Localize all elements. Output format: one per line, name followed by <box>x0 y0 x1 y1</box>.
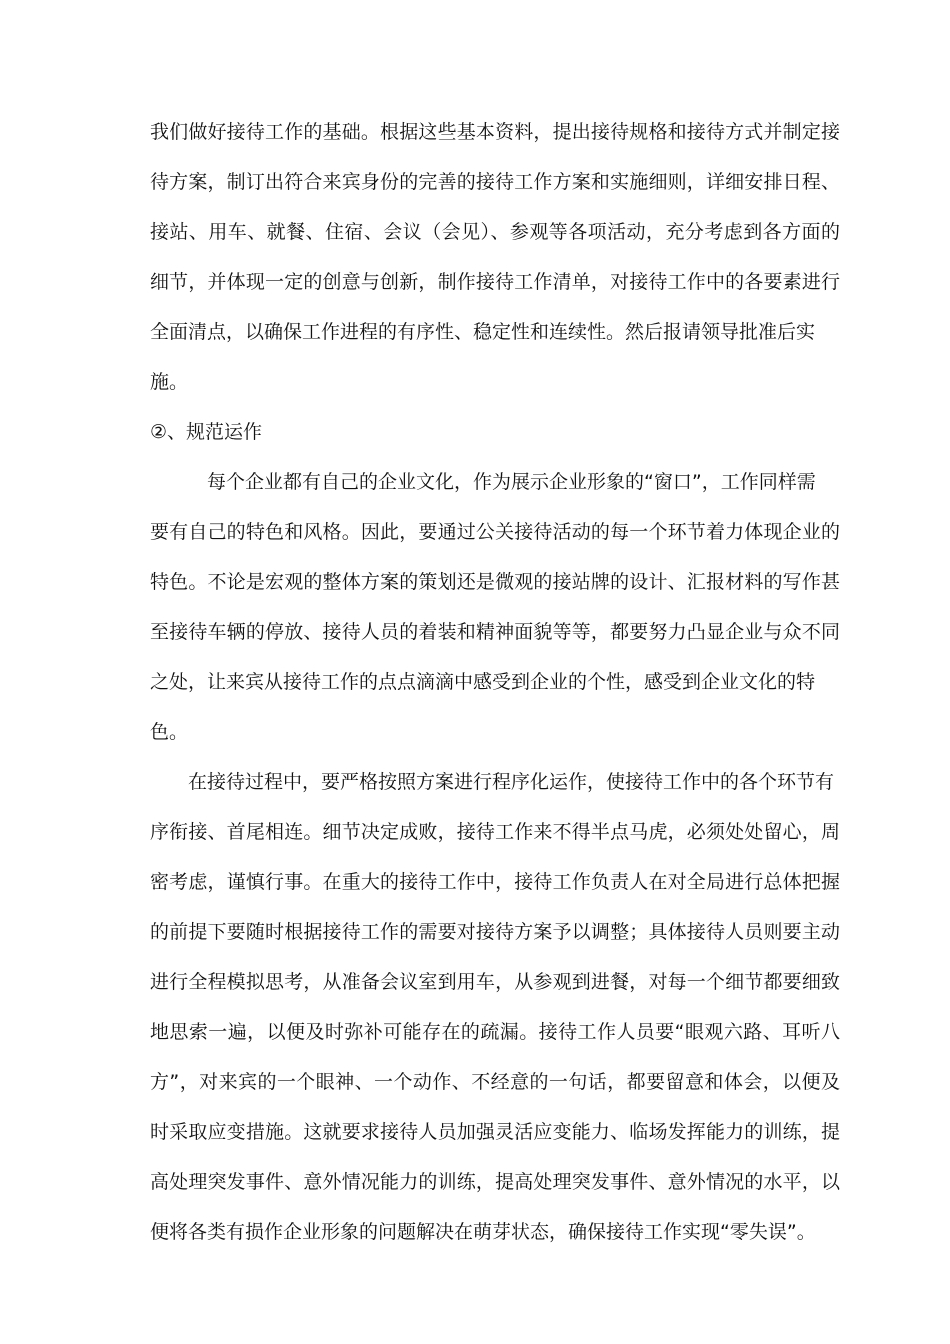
text-line: 细节，并体现一定的创意与创新，制作接待工作清单，对接待工作中的各要素进行 <box>150 271 840 293</box>
document-page <box>150 107 840 1257</box>
text-line: 我们做好接待工作的基础。根据这些基本资料，提出接待规格和接待方式并制定接 <box>150 121 840 143</box>
text-line: 进行全程模拟思考，从准备会议室到用车，从参观到进餐，对每一个细节都要细致 <box>150 971 840 993</box>
paragraph-1 <box>150 107 840 407</box>
text-line: 全面清点，以确保工作进程的有序性、稳定性和连续性。然后报请领导批准后实 <box>150 321 816 343</box>
text-line: 接站、用车、就餐、住宿、会议（会见）、参观等各项活动，充分考虑到各方面的 <box>150 221 840 243</box>
text-line: 序衔接、首尾相连。细节决定成败，接待工作来不得半点马虎，必须处处留心，周 <box>150 821 840 843</box>
text-line: 的前提下要随时根据接待工作的需要对接待方案予以调整；具体接待人员则要主动 <box>150 921 840 943</box>
text-line: 时采取应变措施。这就要求接待人员加强灵活应变能力、临场发挥能力的训练，提 <box>150 1121 840 1143</box>
text-line: 地思索一遍，以便及时弥补可能存在的疏漏。接待工作人员要“眼观六路、耳听八 <box>150 1021 840 1043</box>
text-line: 特色。不论是宏观的整体方案的策划还是微观的接站牌的设计、汇报材料的写作甚 <box>150 571 840 593</box>
text-line: 高处理突发事件、意外情况能力的训练，提高处理突发事件、意外情况的水平，以 <box>150 1171 840 1193</box>
text-line: 在接待过程中，要严格按照方案进行程序化运作，使接待工作中的各个环节有 <box>188 771 835 793</box>
paragraph-3 <box>150 757 840 1257</box>
text-line: 施。 <box>150 371 189 393</box>
text-line: 每个企业都有自己的企业文化，作为展示企业形象的“窗口”，工作同样需 <box>188 471 816 493</box>
paragraph-2 <box>150 457 840 757</box>
text-line: 色。 <box>150 721 189 743</box>
text-line: 之处，让来宾从接待工作的点点滴滴中感受到企业的个性，感受到企业文化的特 <box>150 671 816 693</box>
text-line: 待方案，制订出符合来宾身份的完善的接待工作方案和实施细则，详细安排日程、 <box>150 171 840 193</box>
text-line: 至接待车辆的停放、接待人员的着装和精神面貌等等，都要努力凸显企业与众不同 <box>150 621 840 643</box>
text-line: 便将各类有损作企业形象的问题解决在萌芽状态，确保接待工作实现“零失误”。 <box>150 1221 816 1243</box>
text-line: 要有自己的特色和风格。因此，要通过公关接待活动的每一个环节着力体现企业的 <box>150 521 840 543</box>
text-line: 密考虑，谨慎行事。在重大的接待工作中，接待工作负责人在对全局进行总体把握 <box>150 871 840 893</box>
section-heading: ②、规范运作 <box>150 421 263 443</box>
text-line: 方”，对来宾的一个眼神、一个动作、不经意的一句话，都要留意和体会，以便及 <box>150 1071 840 1093</box>
